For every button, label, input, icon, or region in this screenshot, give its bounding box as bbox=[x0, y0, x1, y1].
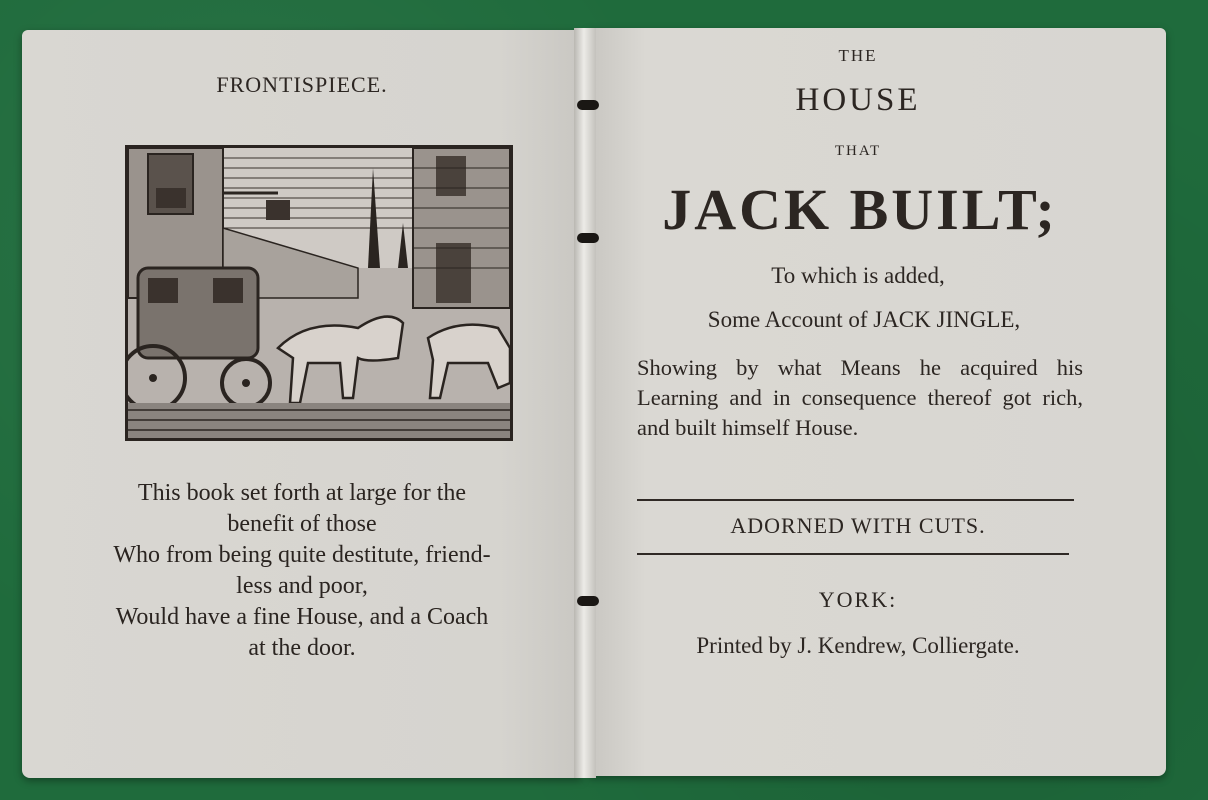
imprint-place: YORK: bbox=[818, 587, 898, 612]
subtitle-added: To which is added, bbox=[771, 263, 945, 288]
verse-line: Who from being quite destitute, friend- bbox=[113, 542, 491, 568]
verse-line: less and poor, bbox=[236, 573, 368, 599]
frontispiece-verse bbox=[22, 478, 582, 664]
rule-bottom bbox=[637, 553, 1069, 555]
verse-line: Would have a fine House, and a Coach bbox=[115, 604, 489, 630]
title-the: THE bbox=[838, 46, 878, 65]
verse-line: at the door. bbox=[248, 635, 356, 661]
description-paragraph: Showing by what Means he acquired his Learning and in consequence thereof got rich, and built himself House. bbox=[637, 355, 1083, 440]
rule-top bbox=[637, 499, 1074, 501]
frontispiece-heading: FRONTISPIECE. bbox=[216, 72, 388, 97]
verse-line: This book set forth at large for the bbox=[137, 480, 467, 506]
book-spine bbox=[574, 28, 596, 778]
imprint-printer: Printed by J. Kendrew, Colliergate. bbox=[696, 633, 1020, 658]
subtitle-account: Some Account of JACK JINGLE, bbox=[707, 307, 1021, 332]
title-jack-built: JACK BUILT; bbox=[662, 177, 1058, 242]
stitch-hole bbox=[577, 233, 599, 243]
verse-line: benefit of those bbox=[227, 511, 377, 537]
title-that: THAT bbox=[834, 143, 882, 159]
adorned-with-cuts: ADORNED WITH CUTS. bbox=[730, 513, 986, 538]
woodcut-illustration bbox=[125, 145, 513, 441]
title-house: HOUSE bbox=[795, 82, 921, 118]
